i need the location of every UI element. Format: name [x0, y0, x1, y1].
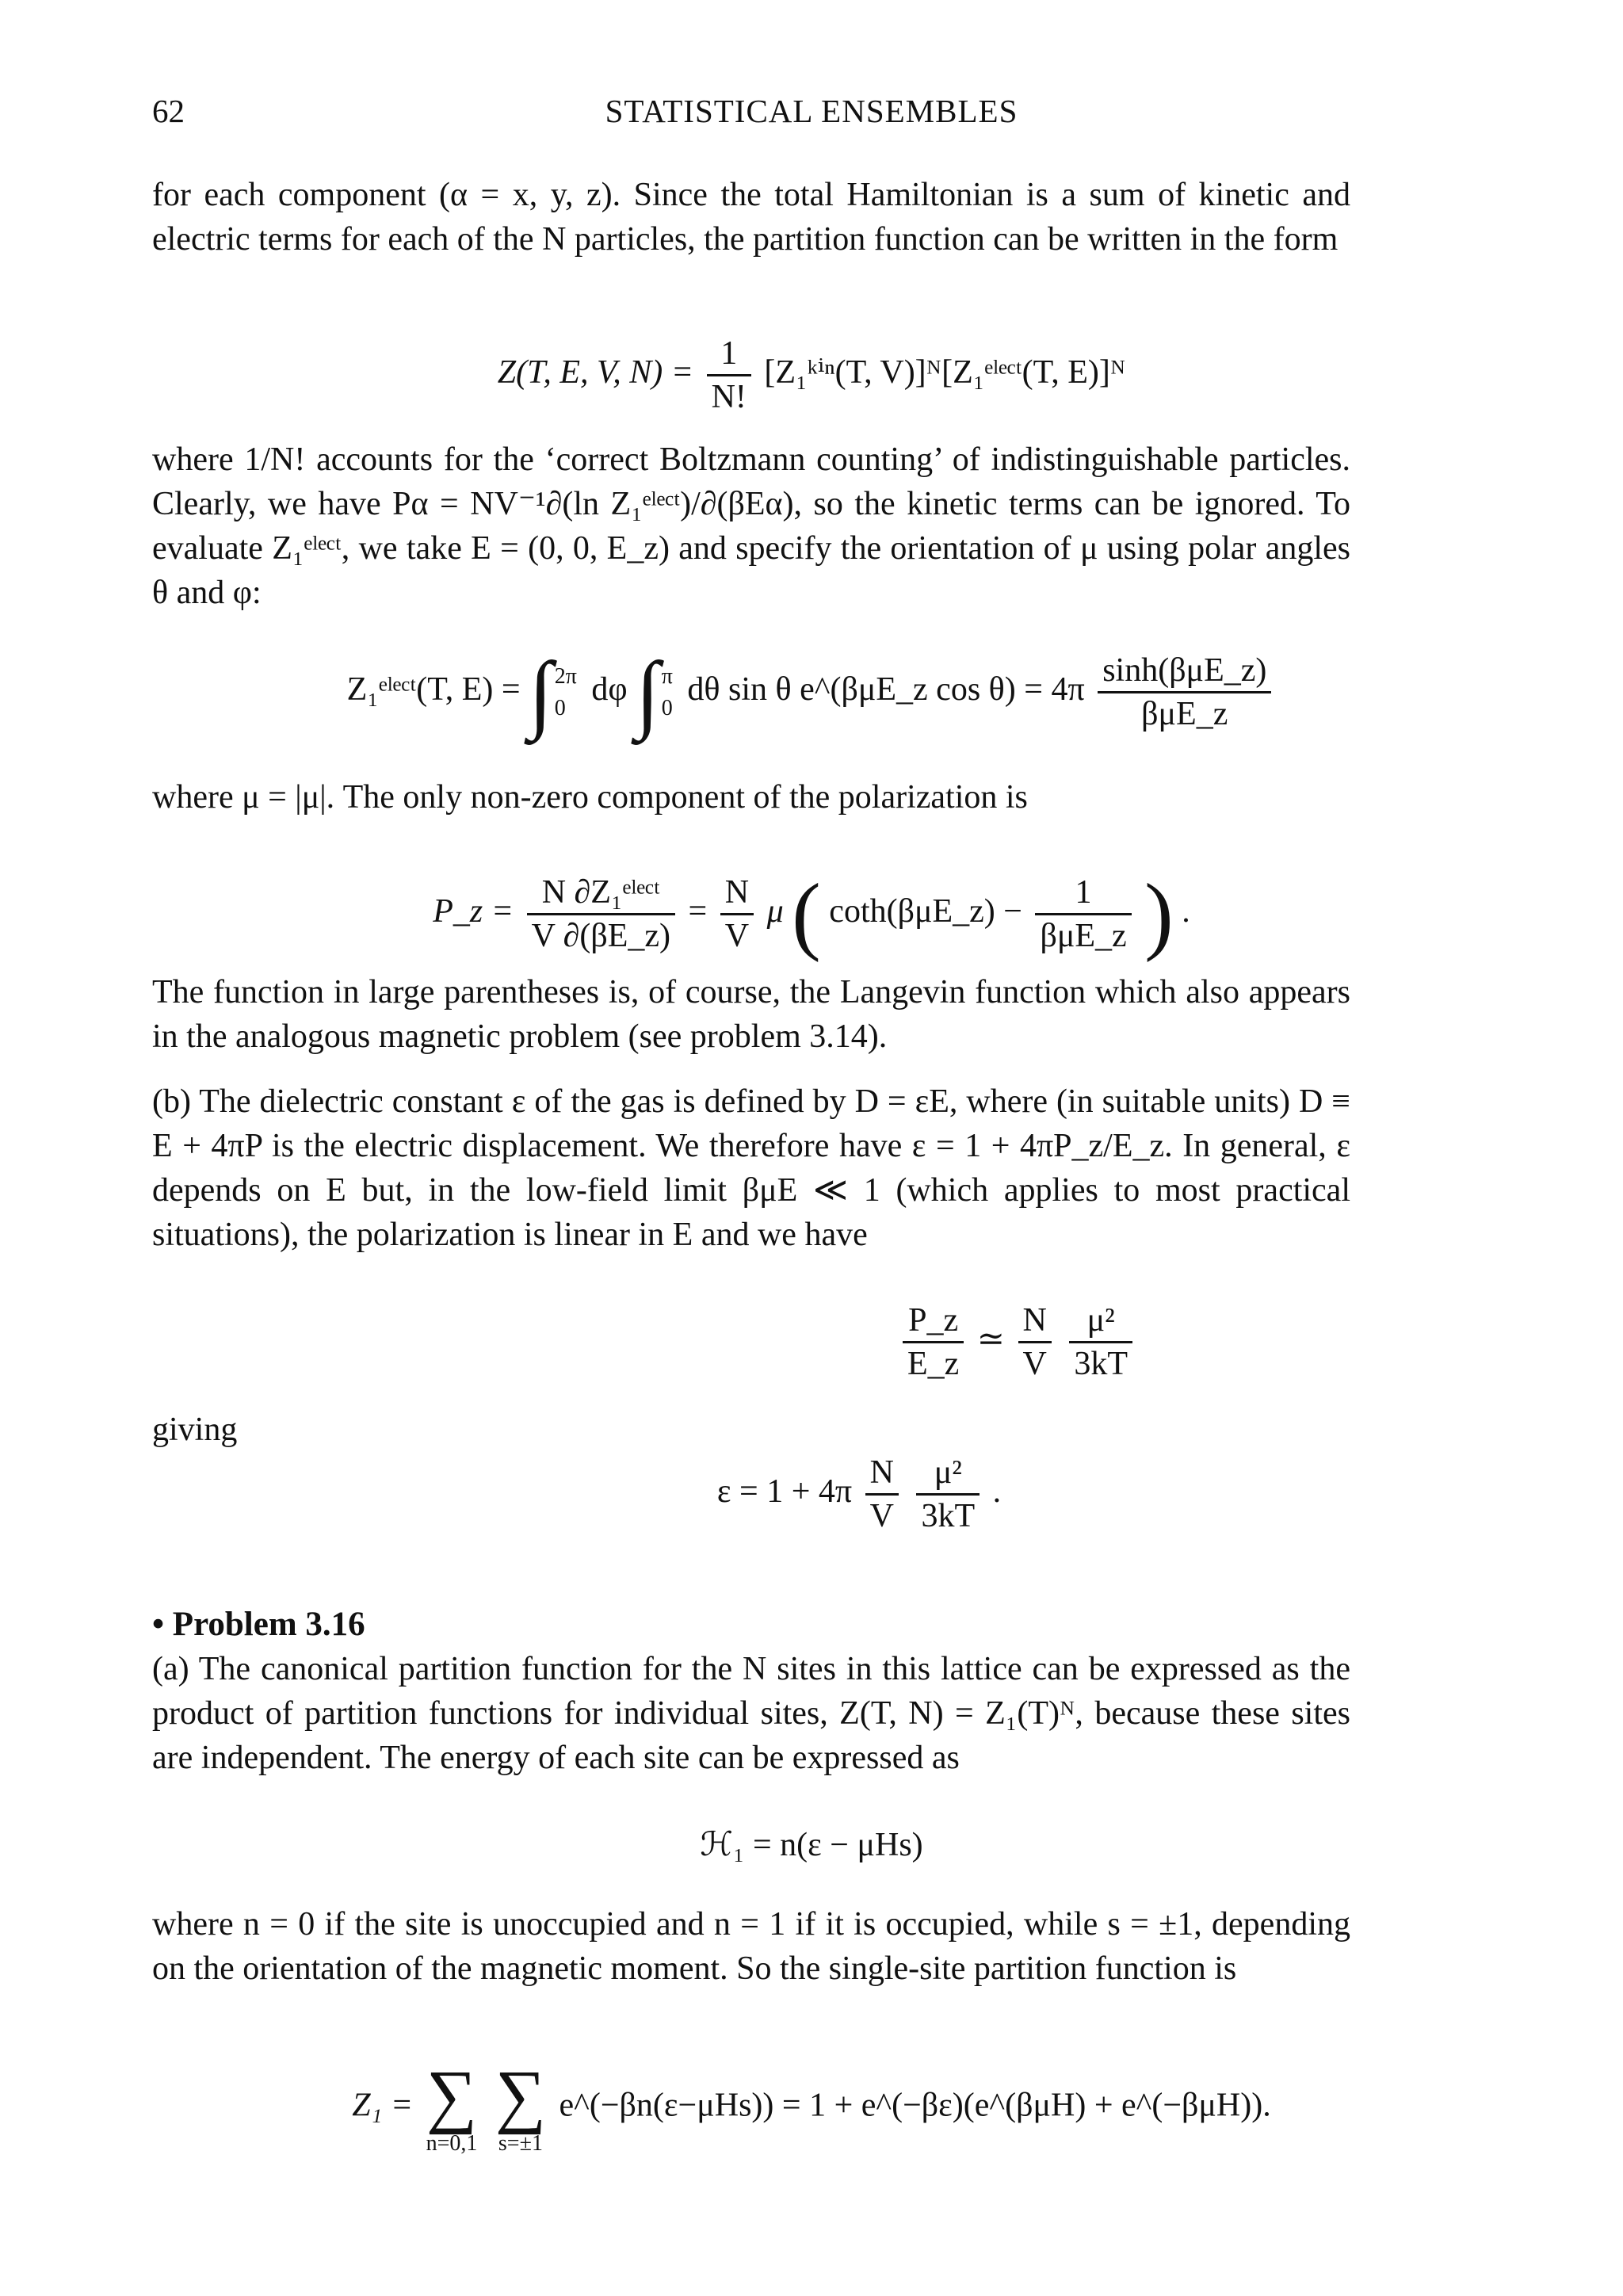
eq7-sum1-under: n=0,1: [426, 2131, 478, 2156]
sum-s: [495, 2057, 547, 2156]
eq5-f2-num: μ²: [934, 1454, 962, 1491]
eq1-num: 1: [720, 335, 738, 372]
eq4-f1-den: E_z: [903, 1341, 964, 1385]
eq4-f2-den: V: [1018, 1341, 1052, 1385]
equation-low-field: [206, 1300, 1623, 1385]
eq2-int1-body: dφ: [591, 671, 628, 709]
eq5-frac1: [865, 1452, 899, 1537]
eq4-approx: ≃: [976, 1321, 1005, 1358]
eq4-frac3: [1069, 1300, 1132, 1385]
equation-site-energy: ℋ₁ = n(ε − μHs): [700, 1827, 923, 1863]
eq3-mid: =: [688, 893, 708, 930]
integral-sign-phi: ∫: [529, 644, 553, 741]
right-paren: ): [1144, 865, 1174, 963]
page-header: [0, 92, 1623, 139]
sum-n: [426, 2057, 478, 2156]
sum-sign-n: ∑: [426, 2057, 478, 2135]
integral-sign-theta: ∫: [636, 644, 660, 741]
eq3-end: .: [1182, 893, 1190, 930]
eq5-frac2: [916, 1452, 980, 1537]
eq5-end: .: [992, 1473, 1002, 1511]
eq4-frac2: [1018, 1300, 1052, 1385]
eq2-equals: = 4π: [1024, 671, 1085, 709]
paragraph-langevin: The function in large parentheses is, of course, the Langevin function which also appears in the analogous magnetic problem (see problem 3.14).: [152, 974, 1350, 1055]
paragraph-intro: for each component (α = x, y, z). Since the total Hamiltonian is a sum of kinetic and electric terms for each of the N particles, the partition function can be written in the form: [152, 177, 1350, 258]
eq7-lhs: Z₁ =: [352, 2087, 414, 2124]
eq4-f2-num: N: [1022, 1302, 1047, 1339]
equation-electric-partition: [0, 644, 1623, 741]
equation-dielectric-constant: [48, 1452, 1623, 1537]
paragraph-dielectric: (b) The dielectric constant ε of the gas is defined by D = εE, where (in suitable units) D ≡ E + 4πP is the electric displacement. We therefore have ε = 1 + 4πP_z/E_z. In general, ε depends on E but, in the low-field limit βμE ≪ 1 (which applies to most practical situations), the polarization is linear in E and we have: [152, 1083, 1350, 1253]
eq2-int1-limits: [555, 661, 577, 724]
equation-single-site-partition: [0, 2057, 1623, 2156]
eq7-rhs: = 1 + e^(−βε)(e^(βμH) + e^(−βμH)).: [781, 2087, 1271, 2124]
eq2-int2-lower: 0: [661, 695, 673, 720]
eq4-f3-den: 3kT: [1069, 1341, 1132, 1385]
paragraph-site-occupancy: where n = 0 if the site is unoccupied and n = 1 if it is occupied, while s = ±1, depending on the orientation of the magnetic moment. So the single-site partition function is: [152, 1906, 1350, 1987]
label-giving: giving: [152, 1412, 238, 1448]
eq5-lhs: ε = 1 + 4π: [716, 1473, 853, 1511]
eq3-f3-den: βμE_z: [1035, 913, 1131, 957]
eq2-int2-limits: [662, 661, 673, 724]
eq3-mu: μ: [766, 893, 784, 930]
eq7-sum2-under: s=±1: [498, 2131, 543, 2156]
eq3-f1-den: V ∂(βE_z): [527, 913, 675, 957]
eq7-body: e^(−βn(ε−μHs)): [559, 2087, 774, 2124]
eq1-rhs: [Z₁ᵏⁱⁿ(T, V)]ᴺ[Z₁ᵉˡᵉᶜᵗ(T, E)]ᴺ: [764, 354, 1126, 392]
eq2-den: βμE_z: [1098, 691, 1271, 735]
eq4-f1-num: P_z: [908, 1302, 959, 1339]
equation-partition-function: [0, 333, 1623, 418]
left-paren: (: [792, 865, 821, 963]
page-number: 62: [152, 93, 185, 129]
paragraph-canonical: (a) The canonical partition function for the N sites in this lattice can be expressed as the product of partition functions for individual sites, Z(T, N) = Z₁(T)ᴺ, because these sites are independent. The energy of each site can be expressed as: [152, 1651, 1350, 1776]
eq5-f1-den: V: [865, 1493, 899, 1537]
eq3-frac1: [527, 872, 675, 957]
eq4-f3-num: μ²: [1086, 1302, 1115, 1339]
eq5-f1-num: N: [869, 1454, 894, 1491]
eq2-int1-upper: 2π: [554, 663, 577, 689]
eq2-fraction: [1098, 650, 1271, 735]
eq2-int1-lower: 0: [554, 695, 566, 720]
eq1-den: N!: [707, 374, 751, 418]
problem-heading: • Problem 3.16: [152, 1606, 365, 1643]
eq1-fraction: [707, 333, 751, 418]
eq3-f1-num: N ∂Z₁ᵉˡᵉᶜᵗ: [541, 874, 660, 911]
paragraph-polarization-intro: where μ = |μ|. The only non-zero component of the polarization is: [152, 779, 1028, 816]
eq2-lhs: Z₁ᵉˡᵉᶜᵗ(T, E) =: [346, 671, 521, 709]
paragraph-boltzmann-counting: where 1/N! accounts for the ‘correct Boltzmann counting’ of indistinguishable particles. Clearly, we have Pα = NV⁻¹∂(ln Z₁ᵉˡᵉᶜᵗ)/∂(βEα), so the kinetic terms can be ignored. To evaluate Z₁ᵉˡᵉᶜᵗ, we take E = (0, 0, E_z) and specify the orientation of μ using polar angles θ and φ:: [152, 441, 1350, 611]
eq3-frac2: [720, 872, 754, 957]
eq1-lhs: Z(T, E, V, N) =: [497, 354, 694, 392]
eq3-frac3: [1035, 872, 1131, 957]
eq2-num: sinh(βμE_z): [1102, 652, 1267, 689]
eq2-int2-upper: π: [661, 663, 673, 689]
running-head: STATISTICAL ENSEMBLES: [605, 93, 1018, 129]
eq4-frac1: [903, 1300, 964, 1385]
sum-sign-s: ∑: [495, 2057, 547, 2135]
eq5-f2-den: 3kT: [916, 1493, 980, 1537]
eq3-inner: coth(βμE_z) −: [829, 893, 1022, 930]
eq3-lhs: P_z =: [433, 893, 514, 930]
eq3-f2-den: V: [720, 913, 754, 957]
equation-polarization: [0, 865, 1623, 963]
eq2-int2-body: dθ sin θ e^(βμE_z cos θ): [687, 671, 1016, 709]
eq3-f3-num: 1: [1075, 874, 1092, 911]
eq3-f2-num: N: [724, 874, 750, 911]
